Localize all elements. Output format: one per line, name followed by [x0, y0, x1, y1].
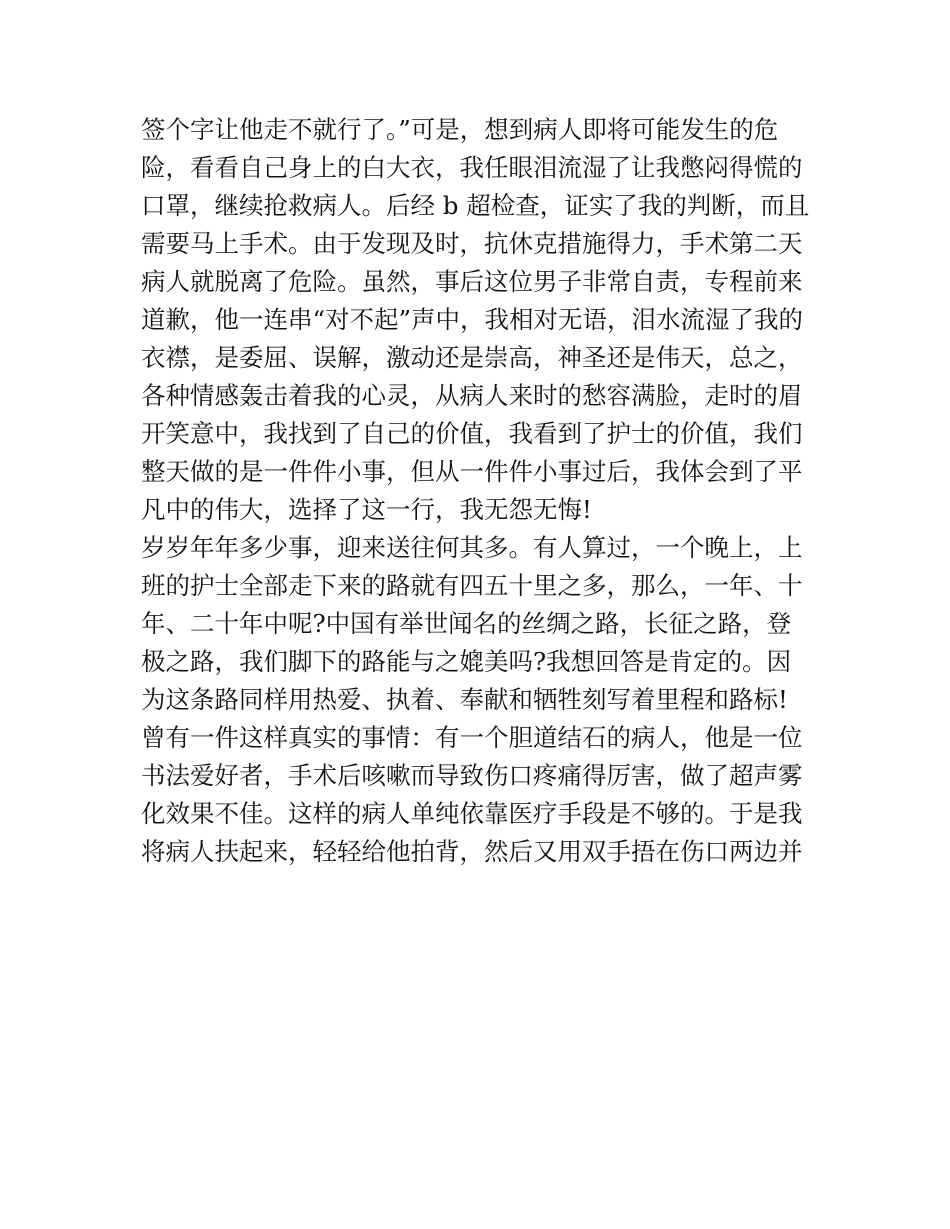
text-line: 年、二十年中呢?中国有举世闻名的丝绸之路，长征之路，登	[141, 609, 792, 638]
text-line: 将病人扶起来，轻轻给他拍背，然后又用双手捂在伤口两边并	[141, 837, 803, 866]
text-line: 需要马上手术。由于发现及时，抗休克措施得力，手术第二天	[141, 229, 803, 258]
text-line: 口罩，继续抢救病人。后经 b 超检查，证实了我的判断，而且	[141, 191, 810, 220]
body-text	[141, 111, 821, 871]
text-line: 整天做的是一件件小事，但从一件件小事过后，我体会到了平	[141, 457, 803, 486]
text-line: 签个字让他走不就行了。”可是，想到病人即将可能发生的危	[141, 115, 779, 144]
text-line: 班的护士全部走下来的路就有四五十里之多，那么，一年、十	[141, 571, 803, 600]
text-line: 化效果不佳。这样的病人单纯依靠医疗手段是不够的。于是我	[141, 799, 803, 828]
text-line: 病人就脱离了危险。虽然，事后这位男子非常自责，专程前来	[141, 267, 803, 296]
text-line: 险，看看自己身上的白大衣，我任眼泪流湿了让我憋闷得慌的	[141, 153, 803, 182]
text-line: 凡中的伟大，选择了这一行，我无怨无悔!	[141, 495, 592, 524]
text-line: 开笑意中，我找到了自己的价值，我看到了护士的价值，我们	[141, 419, 803, 448]
text-line: 道歉，他一连串“对不起”声中，我相对无语，泪水流湿了我的	[141, 305, 804, 334]
text-line: 衣襟，是委屈、误解，激动还是崇高，神圣还是伟天，总之，	[141, 343, 803, 372]
text-line: 各种情感轰击着我的心灵，从病人来时的愁容满脸，走时的眉	[141, 381, 803, 410]
text-line: 极之路，我们脚下的路能与之媲美吗?我想回答是肯定的。因	[141, 647, 792, 676]
text-line: 为这条路同样用热爱、执着、奉献和牺牲刻写着里程和路标!	[141, 685, 788, 714]
text-line: 曾有一件这样真实的事情：有一个胆道结石的病人，他是一位	[141, 723, 803, 752]
text-line: 岁岁年年多少事，迎来送往何其多。有人算过，一个晚上，上	[141, 533, 803, 562]
text-line: 书法爱好者，手术后咳嗽而导致伤口疼痛得厉害，做了超声雾	[141, 761, 803, 790]
